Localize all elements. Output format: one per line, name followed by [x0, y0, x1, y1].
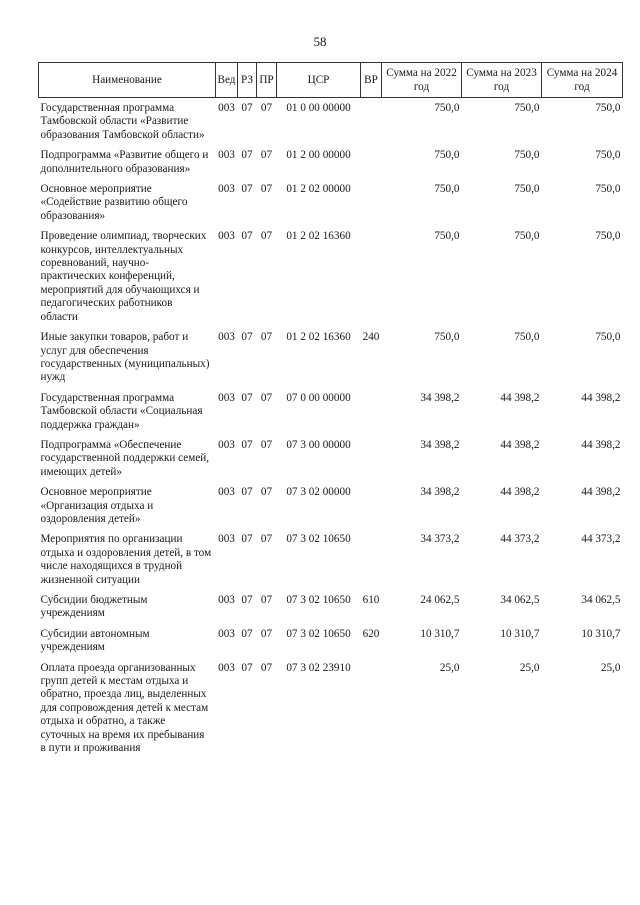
row-pr: 07 — [260, 230, 273, 243]
table-row — [39, 388, 623, 435]
row-sum-2023: 10 310,7 — [500, 627, 540, 640]
row-vr — [361, 179, 382, 226]
row-name: Подпрограмма «Развитие общего и дополнительного образования» — [40, 149, 209, 175]
row-sum-2024: 750,0 — [595, 230, 621, 243]
row-sum-2024: 44 398,2 — [581, 391, 621, 404]
row-ved: 003 — [218, 486, 235, 499]
row-name: Государственная программа Тамбовской области «Развитие образования Тамбовской области» — [40, 102, 205, 141]
row-pr: 07 — [260, 438, 273, 451]
row-ved: 003 — [218, 533, 235, 546]
row-sum-2024: 44 398,2 — [581, 486, 621, 499]
row-sum-2022: 25,0 — [439, 661, 460, 674]
row-csr: 07 0 00 00000 — [286, 391, 351, 404]
row-ved: 003 — [218, 230, 235, 243]
row-name: Государственная программа Тамбовской области «Социальная поддержка граждан» — [40, 391, 203, 431]
row-ved: 003 — [218, 102, 235, 114]
row-sum-2022: 750,0 — [434, 102, 460, 114]
budget-table — [38, 62, 623, 758]
row-ved: 003 — [218, 438, 235, 451]
row-sum-2024: 44 398,2 — [581, 438, 621, 451]
row-pr: 07 — [260, 183, 273, 196]
row-name: Проведение олимпиад, творческих конкурсов, интеллектуальных соревнований, научно-практических конференций, мероприятий для обучающихся и педагогических работников области — [40, 230, 207, 323]
table-row — [39, 435, 623, 482]
row-csr: 07 3 02 10650 — [286, 627, 351, 640]
table-header-row — [39, 63, 623, 98]
row-vr — [361, 145, 382, 179]
row-pr: 07 — [260, 331, 273, 344]
row-csr: 07 3 02 00000 — [286, 486, 351, 499]
table-row — [39, 482, 623, 529]
row-rz: 07 — [241, 102, 253, 114]
row-pr: 07 — [260, 627, 273, 640]
row-sum-2024: 750,0 — [595, 102, 621, 114]
table-row — [39, 529, 623, 590]
row-name: Оплата проезда организованных групп детей к местам отдыха и обратно, проезда лиц, выделенных для сопровождения детей к местам отдыха и обратно, а также суточных на время их пребывания в пути и проживания — [40, 661, 209, 755]
row-rz: 07 — [241, 486, 253, 499]
row-sum-2023: 44 398,2 — [500, 486, 540, 499]
row-csr: 07 3 02 23910 — [286, 661, 351, 674]
row-csr: 07 3 02 10650 — [286, 533, 351, 546]
header-name: Наименование — [39, 63, 216, 98]
row-sum-2024: 10 310,7 — [581, 627, 621, 640]
row-sum-2022: 24 062,5 — [420, 594, 460, 606]
row-sum-2023: 750,0 — [514, 102, 540, 114]
row-name: Подпрограмма «Обеспечение государственной поддержки семей, имеющих детей» — [40, 438, 210, 478]
row-rz: 07 — [241, 533, 253, 546]
header-sum-2024: Сумма на 2024 год — [542, 63, 623, 98]
row-vr — [361, 226, 382, 327]
table-row — [39, 179, 623, 226]
row-csr: 01 2 02 16360 — [286, 230, 351, 243]
row-rz: 07 — [241, 331, 253, 344]
row-sum-2024: 750,0 — [595, 331, 621, 344]
row-csr: 07 3 02 10650 — [286, 594, 351, 606]
row-sum-2023: 750,0 — [514, 331, 540, 344]
page-number: 58 — [313, 34, 327, 49]
row-csr: 01 2 02 00000 — [286, 183, 351, 196]
table-row — [39, 590, 623, 624]
row-sum-2023: 25,0 — [519, 661, 540, 674]
row-sum-2023: 750,0 — [514, 183, 540, 196]
header-rz: РЗ — [238, 63, 257, 98]
row-rz: 07 — [241, 627, 253, 640]
row-ved: 003 — [218, 391, 235, 404]
row-sum-2023: 44 398,2 — [500, 438, 540, 451]
row-name: Субсидии бюджетным учреждениям — [40, 594, 148, 620]
table-row — [39, 145, 623, 179]
row-csr: 01 0 00 00000 — [286, 102, 351, 114]
table-row — [39, 658, 623, 759]
row-sum-2024: 44 373,2 — [581, 533, 621, 546]
row-vr — [361, 529, 382, 590]
row-sum-2022: 750,0 — [434, 230, 460, 243]
row-sum-2022: 34 398,2 — [420, 486, 460, 499]
table-row — [39, 327, 623, 388]
row-sum-2023: 44 398,2 — [500, 391, 540, 404]
row-sum-2022: 34 398,2 — [420, 391, 460, 404]
row-csr: 07 3 00 00000 — [286, 438, 351, 451]
row-pr: 07 — [260, 149, 273, 162]
row-sum-2022: 750,0 — [434, 183, 460, 196]
header-sum-2023: Сумма на 2023 год — [462, 63, 542, 98]
row-name: Основное мероприятие «Организация отдыха и оздоровления детей» — [40, 486, 154, 525]
row-pr: 07 — [260, 594, 273, 606]
header-vr: ВР — [361, 63, 382, 98]
row-rz: 07 — [241, 391, 253, 404]
header-ved: Вед — [216, 63, 238, 98]
row-pr: 07 — [260, 486, 273, 499]
table-row — [39, 98, 623, 146]
row-vr — [361, 388, 382, 435]
row-vr: 620 — [362, 627, 380, 640]
row-name: Иные закупки товаров, работ и услуг для обеспечения государственных (муниципальных) нужд — [40, 331, 210, 384]
row-sum-2022: 750,0 — [434, 331, 460, 344]
row-ved: 003 — [218, 149, 235, 162]
row-vr — [361, 98, 382, 146]
row-sum-2024: 25,0 — [600, 661, 621, 674]
table-row — [39, 624, 623, 658]
row-rz: 07 — [241, 230, 253, 243]
row-sum-2022: 750,0 — [434, 149, 460, 162]
row-rz: 07 — [241, 183, 253, 196]
row-name: Мероприятия по организации отдыха и оздоровления детей, в том числе находящихся в трудной жизненной ситуации — [40, 533, 212, 586]
row-rz: 07 — [241, 594, 253, 606]
row-pr: 07 — [260, 533, 273, 546]
row-rz: 07 — [241, 438, 253, 451]
row-ved: 003 — [218, 594, 235, 606]
row-vr — [361, 658, 382, 759]
row-name: Основное мероприятие «Содействие развитию общего образования» — [40, 183, 188, 222]
row-ved: 003 — [218, 661, 235, 674]
header-sum-2022: Сумма на 2022 год — [382, 63, 462, 98]
row-rz: 07 — [241, 149, 253, 162]
row-sum-2022: 34 398,2 — [420, 438, 460, 451]
row-sum-2022: 34 373,2 — [420, 533, 460, 546]
row-sum-2024: 750,0 — [595, 183, 621, 196]
row-vr — [361, 482, 382, 529]
row-pr: 07 — [260, 102, 273, 114]
row-sum-2023: 44 373,2 — [500, 533, 540, 546]
row-csr: 01 2 02 16360 — [286, 331, 351, 344]
row-rz: 07 — [241, 661, 253, 674]
row-sum-2022: 10 310,7 — [420, 627, 460, 640]
table-row — [39, 226, 623, 327]
header-pr: ПР — [257, 63, 277, 98]
row-ved: 003 — [218, 627, 235, 640]
row-vr: 610 — [362, 594, 380, 606]
row-vr: 240 — [362, 331, 380, 344]
row-csr: 01 2 00 00000 — [286, 149, 351, 162]
row-ved: 003 — [218, 331, 235, 344]
row-name: Субсидии автономным учреждениям — [40, 627, 150, 654]
header-csr: ЦСР — [277, 63, 361, 98]
row-pr: 07 — [260, 661, 273, 674]
row-sum-2023: 750,0 — [514, 149, 540, 162]
row-ved: 003 — [218, 183, 235, 196]
row-sum-2024: 34 062,5 — [581, 594, 621, 606]
row-vr — [361, 435, 382, 482]
row-sum-2023: 750,0 — [514, 230, 540, 243]
row-sum-2024: 750,0 — [595, 149, 621, 162]
row-sum-2023: 34 062,5 — [500, 594, 540, 606]
row-pr: 07 — [260, 391, 273, 404]
